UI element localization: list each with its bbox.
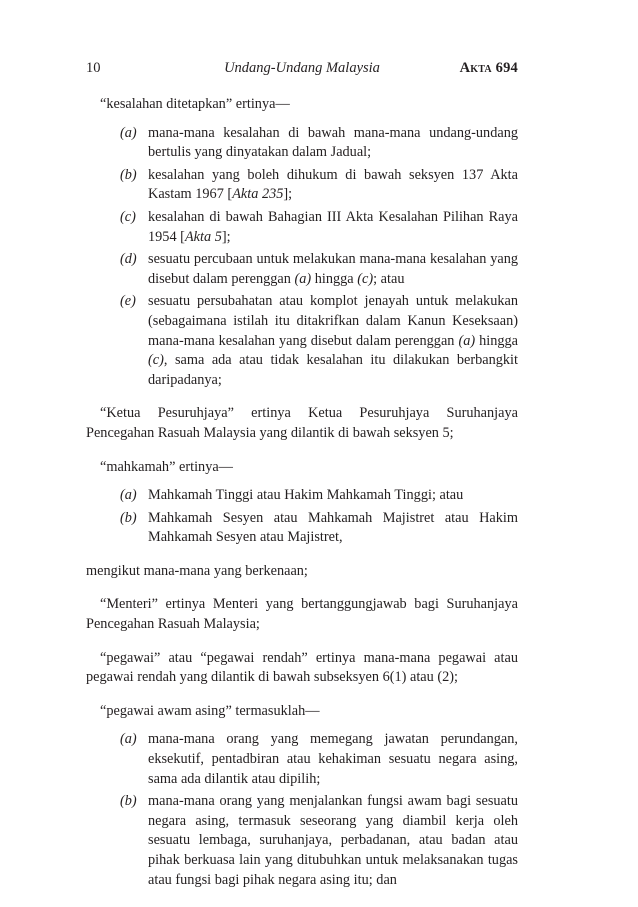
paragraph-item (86, 292, 518, 390)
paragraph-item (86, 730, 518, 789)
item-text: kesalahan yang boleh dihukum di bawah seksyen 137 Akta Kastam 1967 [ (148, 166, 518, 203)
definition-lead: “kesalahan ditetapkan” ertinya— (100, 96, 290, 112)
paragraph-item (86, 124, 518, 163)
item-label: (b) (120, 793, 137, 810)
item-label: (b) (120, 509, 137, 526)
item-text: ]; (221, 228, 231, 245)
paragraph-item (86, 166, 518, 205)
definition-kesalahan-ditetapkan (86, 95, 518, 390)
item-text: Mahkamah Tinggi atau Hakim Mahkamah Tinggi; atau (148, 487, 464, 504)
item-text: kesalahan di bawah Bahagian III Akta Kesalahan Pilihan Raya 1954 [ (148, 208, 518, 245)
item-text: , sama ada atau tidak kesalahan itu dilakukan berbangkit daripadanya; (148, 352, 518, 388)
item-label: (a) (120, 487, 137, 504)
definition-tail: mengikut mana-mana yang berkenaan; (86, 562, 308, 579)
page-header (86, 60, 518, 80)
definition-mahkamah (86, 458, 518, 582)
page-body (86, 95, 518, 890)
item-label: (d) (120, 251, 137, 268)
item-text: hingga (475, 332, 518, 349)
definition-ketua-pesuruhjaya: “Ketua Pesuruhjaya” ertinya Ketua Pesuruhjaya Suruhanjaya Pencegahan Rasuah Malaysia yang dilantik di bawah seksyen 5; (86, 405, 518, 441)
item-label: (c) (120, 208, 136, 225)
act-reference: Akta 235 (232, 186, 284, 203)
item-text: sesuatu persubahatan atau komplot jenayah untuk melakukan (sebagaimana istilah itu ditakrifkan dalam Kanun Keseksaan) mana-mana kesalahan yang disebut dalam perenggan (148, 293, 518, 349)
paragraph-item (86, 208, 518, 247)
paragraph-reference: (c) (357, 270, 374, 287)
item-label: (e) (120, 293, 136, 310)
definition-pegawai-awam-asing (86, 702, 518, 890)
paragraph-item (86, 509, 518, 548)
paragraph-reference: (c) (148, 352, 164, 369)
definition-menteri: “Menteri” ertinya Menteri yang bertanggungjawab bagi Suruhanjaya Pencegahan Rasuah Malaysia; (86, 596, 518, 633)
page-number: 10 (86, 60, 101, 76)
act-reference: Akta 5 (184, 228, 222, 245)
definition-pegawai: “pegawai” atau “pegawai rendah” ertinya mana-mana pegawai atau pegawai rendah yang dilantik di bawah subseksyen 6(1) atau (2); (86, 649, 518, 686)
act-number: Akta 694 (459, 60, 518, 76)
paragraph-item (86, 486, 518, 506)
item-text: ]; (283, 186, 293, 203)
item-text: mana-mana orang yang menjalankan fungsi awam bagi sesuatu negara asing, termasuk seseorang yang diambil kerja oleh sesuatu lembaga, suruhanjaya, perbadanan, atau badan atau pihak berkuasa lain yang ditubuhkan untuk melaksanakan tugas atau fungsi bagi pihak negara asing itu; dan (148, 793, 518, 888)
paragraph-item (86, 792, 518, 890)
item-text: Mahkamah Sesyen atau Mahkamah Majistret atau Hakim Mahkamah Sesyen atau Majistret, (148, 509, 518, 546)
item-text: ; atau (373, 270, 405, 287)
running-title: Undang-Undang Malaysia (224, 60, 380, 76)
item-label: (a) (120, 124, 137, 141)
definition-lead: “mahkamah” ertinya— (100, 458, 233, 475)
item-label: (a) (120, 731, 137, 748)
item-text: mana-mana kesalahan di bawah mana-mana undang-undang bertulis yang dinyatakan dalam Jadual; (148, 124, 518, 161)
item-text: mana-mana orang yang memegang jawatan perundangan, eksekutif, pentadbiran atau kehakiman sesuatu negara asing, sama ada dilantik atau dipilih; (148, 731, 518, 787)
item-text: sesuatu percubaan untuk melakukan mana-mana kesalahan yang disebut dalam perenggan (148, 251, 518, 287)
item-text: hingga (311, 270, 358, 287)
paragraph-item (86, 250, 518, 289)
definition-lead: “pegawai awam asing” termasuklah— (100, 702, 320, 719)
paragraph-reference: (a) (458, 332, 476, 349)
item-label: (b) (120, 166, 137, 183)
paragraph-reference: (a) (294, 270, 312, 287)
